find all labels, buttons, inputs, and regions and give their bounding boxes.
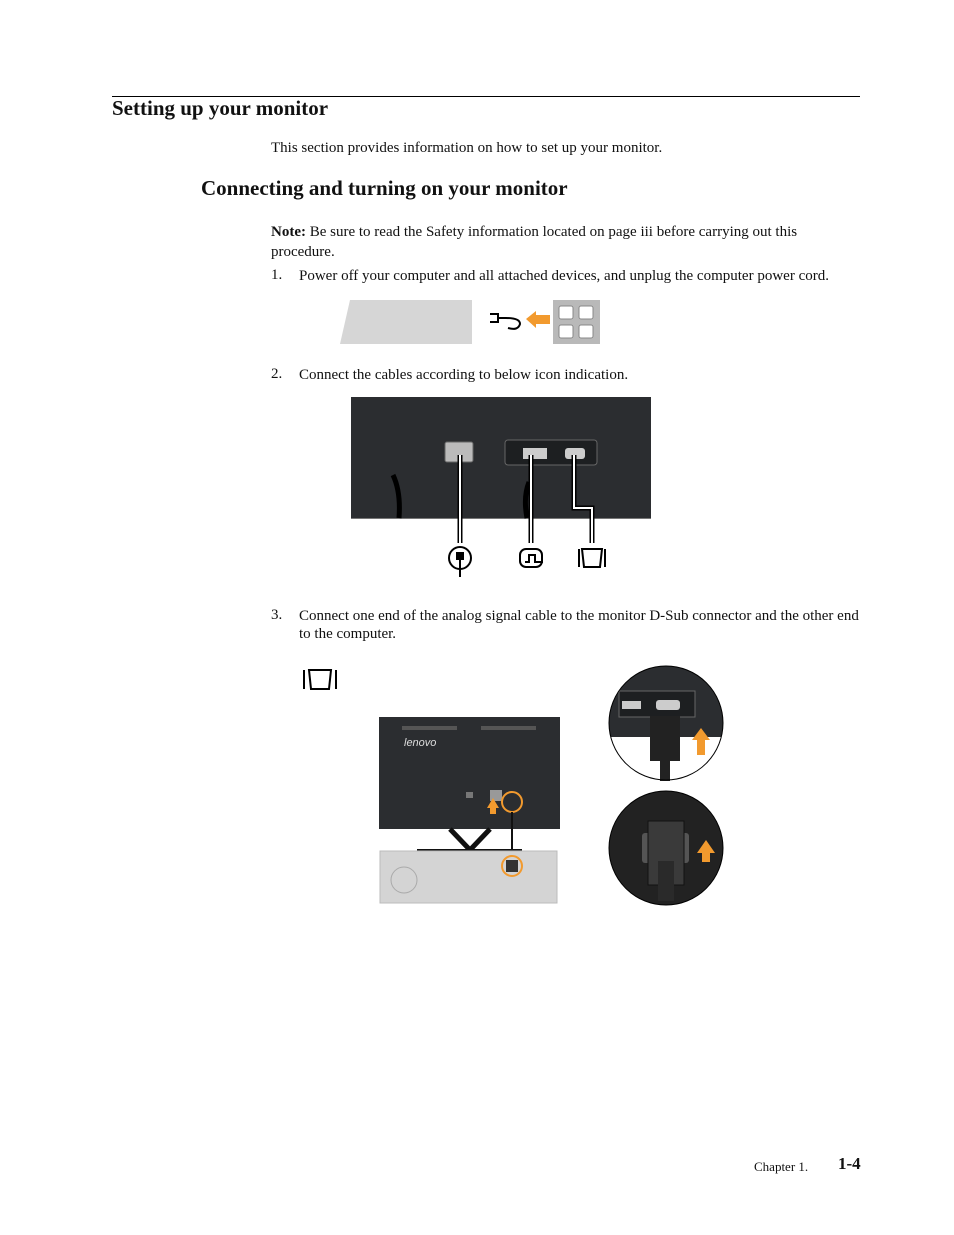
computer-case	[380, 851, 557, 903]
note-paragraph	[271, 222, 851, 262]
note-text: Be sure to read the Safety information located on page iii before carrying out this procedure.	[271, 224, 798, 260]
step-3-number: 3.	[271, 607, 283, 623]
dvi-icon	[520, 549, 543, 567]
zoom-computer-port	[609, 791, 723, 905]
monitor-rear	[379, 717, 560, 829]
section-title: Connecting and turning on your monitor	[201, 176, 568, 200]
back-panel-figure	[351, 397, 653, 581]
orange-arrow-icon	[526, 311, 550, 328]
footer-chapter: Chapter 1.	[754, 1159, 809, 1174]
intro-text: This section provides information on how to set up your monitor.	[271, 140, 663, 156]
page-number: 1-4	[838, 1154, 861, 1173]
step-2-text: Connect the cables according to below icon indication.	[299, 367, 629, 383]
zoom-monitor-port	[609, 666, 723, 794]
lenovo-logo: lenovo	[404, 737, 437, 749]
vga-icon	[579, 549, 605, 567]
dvi-port	[523, 448, 547, 459]
power-plug-icon	[490, 314, 520, 329]
vga-icon	[304, 670, 336, 689]
step-2-number: 2.	[271, 366, 283, 382]
vga-connection-figure	[300, 665, 726, 907]
monitor-back-panel	[351, 397, 651, 518]
page-title: Setting up your monitor	[112, 96, 329, 120]
step-1-number: 1.	[271, 267, 283, 283]
step-1-text: Power off your computer and all attached devices, and unplug the computer power cord.	[299, 268, 829, 284]
unplug-figure	[340, 298, 602, 346]
note-label: Note:	[271, 224, 306, 240]
computer-shape	[340, 300, 472, 344]
power-plug-icon	[449, 547, 471, 577]
step-3-text: Connect one end of the analog signal cable to the monitor D-Sub connector and the other end to the computer.	[299, 608, 859, 642]
